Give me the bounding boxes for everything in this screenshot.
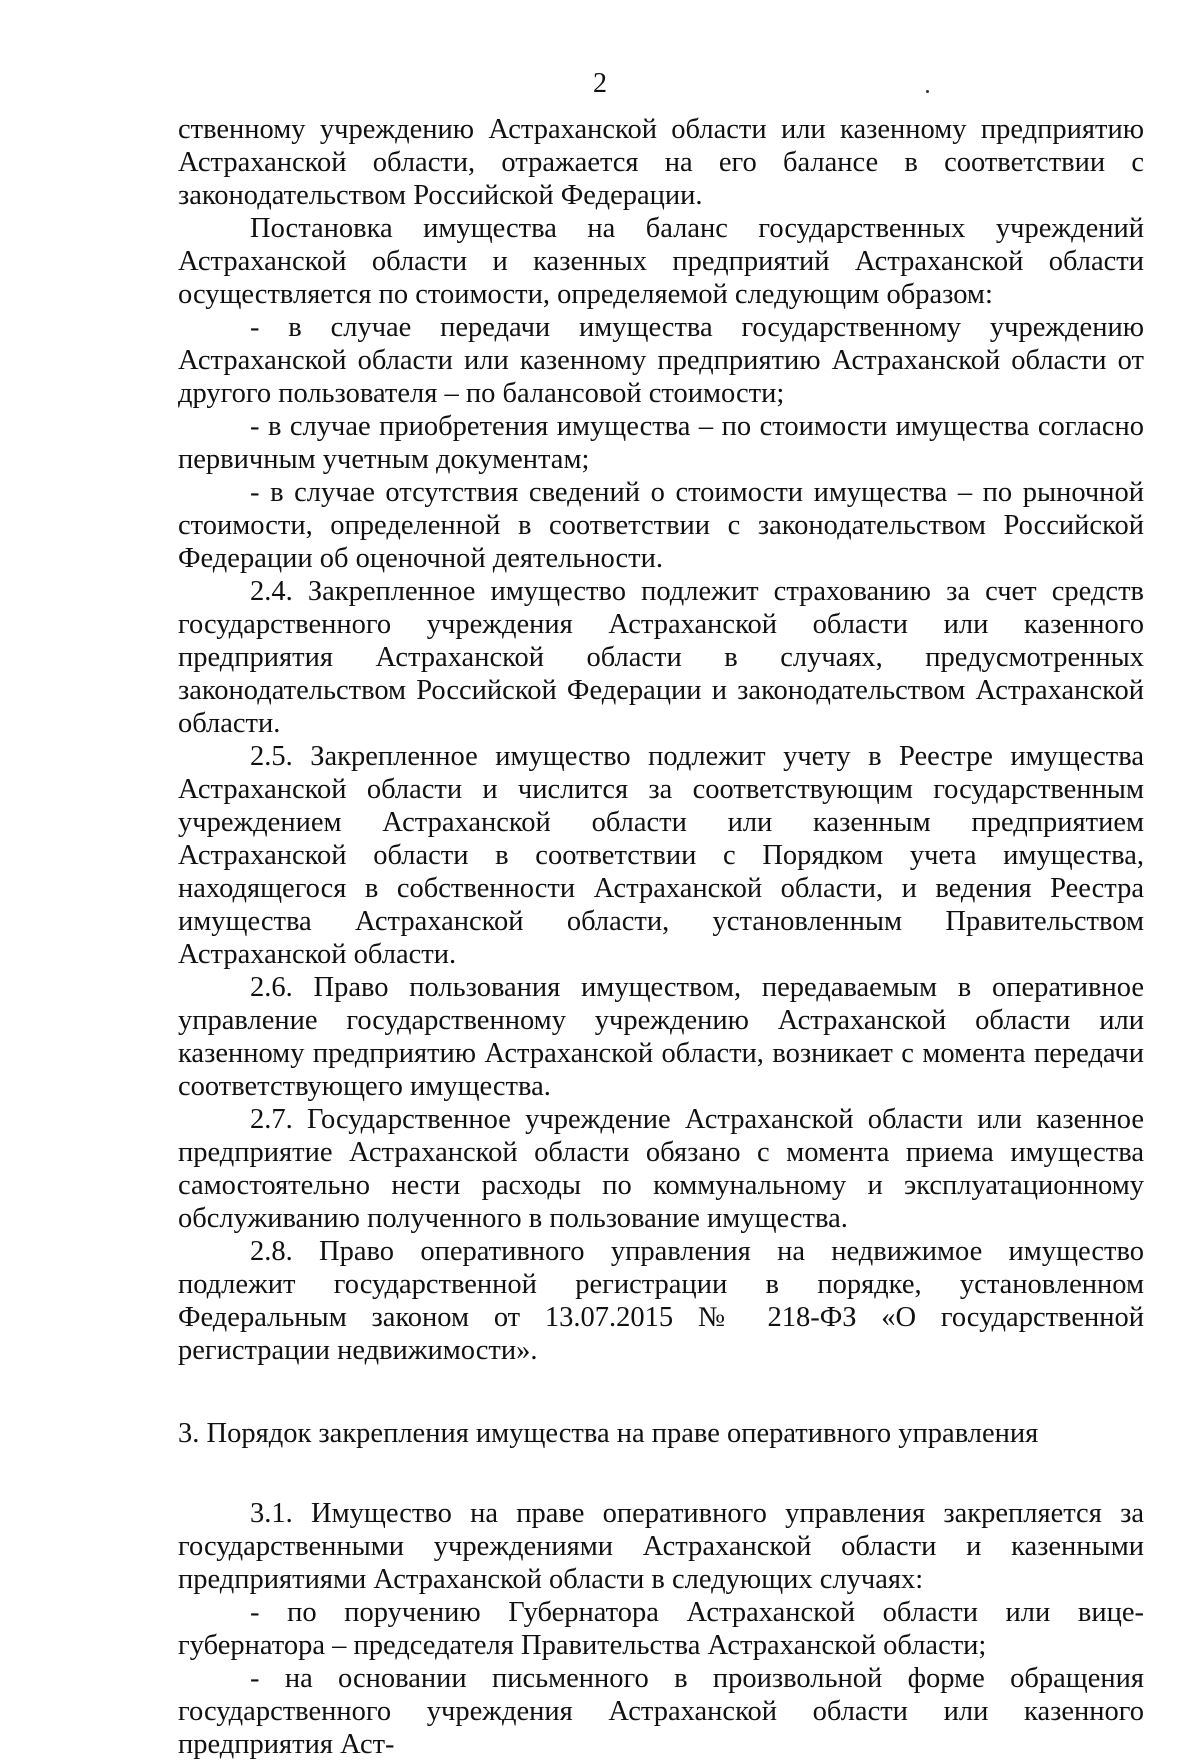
document-body	[178, 113, 1144, 1761]
clause-2-7: 2.7. Государственное учреждение Астраханской области или казенное предприятие Астраханской области обязано с момента приема имущества самостоятельно нести расходы по коммунальному и эксплуатационному обслуживанию полученного в пользование имущества.	[178, 1104, 1144, 1234]
list-item-governor-order: - по поручению Губернатора Астраханской области или вице-губернатора – председателя Правительства Астраханской области;	[178, 1597, 1144, 1661]
list-item-transfer: - в случае передачи имущества государственному учреждению Астраханской области или казенному предприятию Астраханской области от другого пользователя – по балансовой стоимости;	[178, 312, 1144, 409]
paragraph-continuation: ственному учреждению Астраханской области или казенному предприятию Астраханской области, отражается на его балансе в соответствии с законодательством Российской Федерации.	[178, 114, 1144, 211]
paragraph-balance-valuation: Постановка имущества на баланс государственных учреждений Астраханской области и казенных предприятий Астраханской области осуществляется по стоимости, определяемой следующим образом:	[178, 213, 1144, 310]
scan-speck	[926, 90, 929, 93]
clause-2-5: 2.5. Закрепленное имущество подлежит учету в Реестре имущества Астраханской области и числится за соответствующим государственным учреждением Астраханской области или казенным предприятием Астраханской области в соответствии с Порядком учета имущества, находящегося в собственности Астраханской области, и ведения Реестра имущества Астраханской области, установленным Правительством Астраханской области.	[178, 741, 1144, 970]
clause-2-4: 2.4. Закрепленное имущество подлежит страхованию за счет средств государственного учреждения Астраханской области или казенного предприятия Астраханской области в случаях, предусмотренных законодательством Российской Федерации и законодательством Астраханской области.	[178, 576, 1144, 739]
section-3-heading: 3. Порядок закрепления имущества на праве оперативного управления	[178, 1418, 1039, 1449]
clause-2-8: 2.8. Право оперативного управления на недвижимое имущество подлежит государственной регистрации в порядке, установленном Федеральным законом от 13.07.2015 № 218-ФЗ «О государственной регистрации недвижимости».	[178, 1236, 1144, 1366]
list-item-written-request: - на основании письменного в произвольной форме обращения государственного учреждения Астраханской области или казенного предприятия Аст-	[178, 1663, 1144, 1760]
clause-3-1: 3.1. Имущество на праве оперативного управления закрепляется за государственными учреждениями Астраханской области и казенными предприятиями Астраханской области в следующих случаях:	[178, 1498, 1144, 1595]
page-number: 2	[593, 68, 607, 99]
list-item-market-value: - в случае отсутствия сведений о стоимости имущества – по рыночной стоимости, определенной в соответствии с законодательством Российской Федерации об оценочной деятельности.	[178, 477, 1144, 574]
clause-2-6: 2.6. Право пользования имуществом, передаваемым в оперативное управление государственному учреждению Астраханской области или казенному предприятию Астраханской области, возникает с момента передачи соответствующего имущества.	[178, 972, 1144, 1102]
list-item-acquisition: - в случае приобретения имущества – по стоимости имущества согласно первичным учетным документам;	[178, 411, 1144, 475]
